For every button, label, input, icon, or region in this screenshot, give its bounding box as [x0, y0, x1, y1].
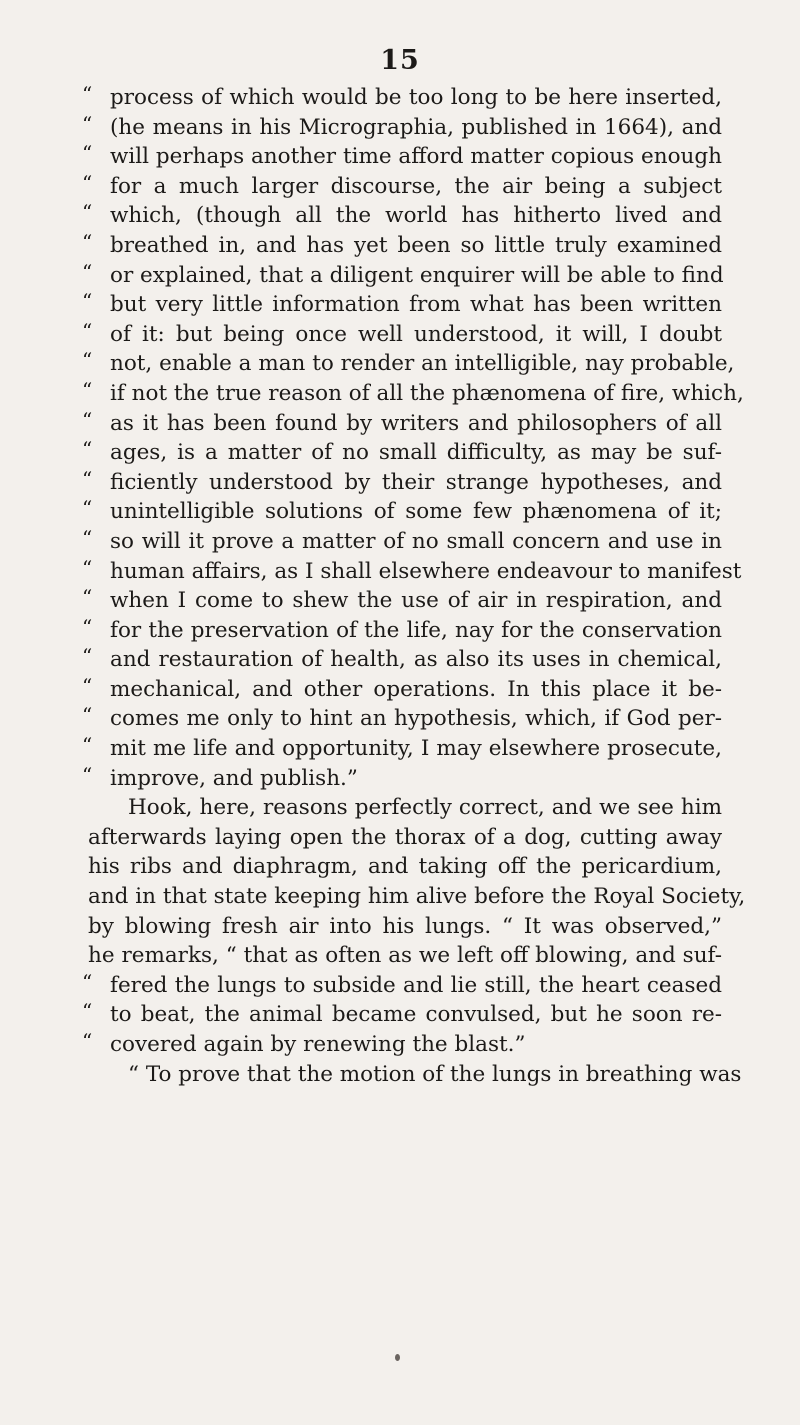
printer-mark — [395, 1354, 400, 1361]
quote-mark: “ — [82, 319, 93, 343]
quote-mark: “ — [82, 467, 93, 491]
text-line — [0, 616, 800, 646]
quote-mark: “ — [82, 734, 93, 758]
text-line — [0, 704, 800, 734]
quote-mark: “ — [82, 763, 93, 787]
text-line — [0, 409, 800, 439]
quote-mark: “ — [82, 260, 93, 284]
quote-mark: “ — [82, 1030, 93, 1053]
text-line — [0, 379, 800, 409]
line-text: as it has been found by writers and philosophers of all — [110, 410, 722, 436]
text-line — [0, 882, 800, 912]
text-line — [0, 1000, 800, 1030]
quote-mark: “ — [82, 142, 93, 166]
quote-mark: “ — [82, 556, 93, 580]
text-line — [0, 113, 800, 143]
text-line — [0, 290, 800, 320]
quote-mark: “ — [82, 586, 93, 610]
quote-mark: “ — [82, 645, 93, 669]
quote-mark: “ — [82, 674, 93, 698]
text-line — [0, 468, 800, 498]
line-text: if not the true reason of all the phænomena of fire, which, — [110, 380, 744, 406]
text-line — [0, 675, 800, 705]
text-line — [0, 172, 800, 202]
text-line — [0, 201, 800, 231]
text-line — [0, 1030, 800, 1060]
text-line — [0, 912, 800, 942]
quote-mark: “ — [82, 290, 93, 314]
text-line — [0, 764, 800, 794]
line-text: but very little information from what has been written — [110, 292, 722, 318]
text-line — [0, 645, 800, 675]
line-text: process of which would be too long to be here inserted, — [110, 85, 722, 110]
quote-mark: “ — [82, 201, 93, 225]
text-line — [0, 527, 800, 557]
line-text: (he means in his Micrographia, published in 1664), and — [110, 114, 722, 140]
text-line — [0, 734, 800, 764]
line-text: improve, and publish.” — [110, 765, 358, 791]
quote-mark: “ — [82, 230, 93, 254]
quote-mark: “ — [82, 1000, 93, 1024]
line-text: unintelligible solutions of some few phænomena of it; — [110, 499, 722, 525]
text-line — [0, 497, 800, 527]
quote-mark: “ — [82, 378, 93, 402]
text-line — [0, 83, 800, 113]
line-text: not, enable a man to render an intelligible, nay probable, — [110, 351, 735, 377]
line-text: “ To prove that the motion of the lungs in breathing was — [128, 1061, 742, 1087]
text-line — [0, 261, 800, 291]
quote-mark: “ — [82, 497, 93, 521]
line-text: ficiently understood by their strange hypotheses, and — [110, 469, 722, 495]
text-line — [0, 231, 800, 261]
line-text: ages, is a matter of no small difficulty, as may be suf- — [110, 440, 722, 466]
line-text: will perhaps another time afford matter copious enough — [110, 144, 722, 170]
line-text: fered the lungs to subside and lie still, the heart ceased — [110, 972, 722, 998]
line-text: covered again by renewing the blast.” — [110, 1032, 526, 1057]
line-text: mechanical, and other operations. In this place it be- — [110, 676, 722, 702]
quote-mark: “ — [82, 438, 93, 462]
line-text: and restauration of health, as also its uses in chemical, — [110, 647, 722, 673]
line-text: so will it prove a matter of no small concern and use in — [110, 528, 722, 554]
line-text: of it: but being once well understood, it will, I doubt — [110, 321, 722, 347]
line-text: he remarks, “ that as often as we left off blowing, and suf- — [88, 943, 722, 969]
line-text: by blowing fresh air into his lungs. “ It was observed,” — [88, 913, 722, 939]
quote-mark: “ — [82, 83, 93, 106]
line-text: for a much larger discourse, the air being a subject — [110, 173, 722, 199]
line-text: breathed in, and has yet been so little truly examined — [110, 232, 722, 258]
text-line — [0, 557, 800, 587]
text-line — [0, 793, 800, 823]
line-text: mit me life and opportunity, I may elsewhere prosecute, — [110, 736, 722, 762]
line-text: comes me only to hint an hypothesis, which, if God per- — [110, 706, 722, 732]
line-text: or explained, that a diligent enquirer will be able to find — [110, 262, 724, 288]
line-text: when I come to shew the use of air in respiration, and — [110, 588, 722, 614]
line-text: and in that state keeping him alive before the Royal Society, — [88, 884, 746, 910]
quote-mark: “ — [82, 408, 93, 432]
text-line — [0, 941, 800, 971]
body-text — [0, 83, 800, 1089]
line-text: his ribs and diaphragm, and taking off the pericardium, — [88, 854, 722, 880]
line-text: Hook, here, reasons perfectly correct, and we see him — [128, 795, 722, 821]
quote-mark: “ — [82, 526, 93, 550]
quote-mark: “ — [82, 704, 93, 728]
quote-mark: “ — [82, 171, 93, 195]
line-text: afterwards laying open the thorax of a dog, cutting away — [88, 824, 722, 850]
line-text: human affairs, as I shall elsewhere endeavour to manifest — [110, 558, 742, 584]
text-line — [0, 142, 800, 172]
text-line — [0, 349, 800, 379]
text-line — [0, 1060, 800, 1090]
text-line — [0, 852, 800, 882]
text-line — [0, 320, 800, 350]
text-line — [0, 971, 800, 1001]
text-line — [0, 823, 800, 853]
quote-mark: “ — [82, 615, 93, 639]
text-line — [0, 586, 800, 616]
quote-mark: “ — [82, 349, 93, 373]
line-text: for the preservation of the life, nay for the conservation — [110, 617, 722, 643]
line-text: which, (though all the world has hitherto lived and — [110, 203, 722, 229]
page-number: 15 — [380, 45, 420, 76]
line-text: to beat, the animal became convulsed, but he soon re- — [110, 1002, 722, 1028]
text-line — [0, 438, 800, 468]
quote-mark: “ — [82, 112, 93, 136]
quote-mark: “ — [82, 970, 93, 994]
